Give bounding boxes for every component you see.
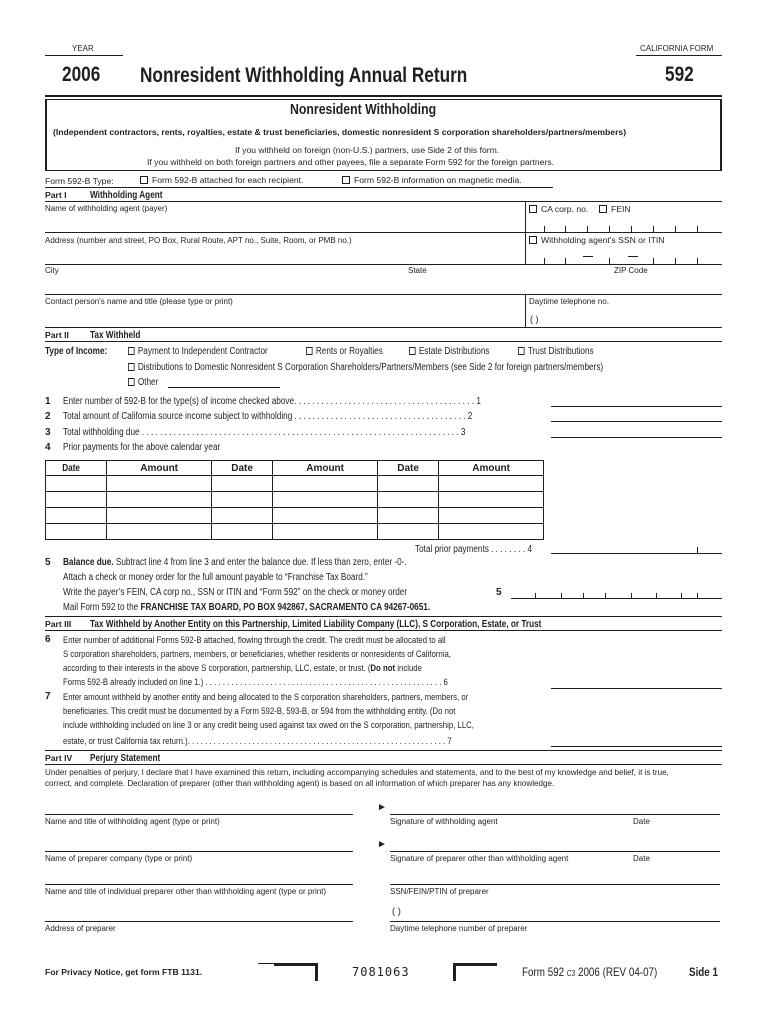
line-number-4: 4: [45, 442, 51, 453]
checkbox-icon[interactable]: [599, 205, 607, 213]
checkbox-icon[interactable]: [342, 176, 350, 184]
line-6-input[interactable]: [551, 688, 722, 689]
agent-name-signature-line[interactable]: [45, 814, 353, 815]
table-row: [46, 508, 544, 524]
footer-form-info: [522, 965, 657, 979]
checkbox-icon[interactable]: [306, 347, 313, 355]
option-label: Other: [137, 377, 159, 388]
form-592b-magnetic-option[interactable]: [342, 175, 522, 185]
checkbox-icon[interactable]: [128, 347, 135, 355]
part-3-title: Tax Withheld by Another Entity on this Partnership, Limited Liability Company (LLC), S Corporation, Estate, or Trust: [90, 619, 542, 630]
part-4-tag: Part IV: [45, 753, 73, 763]
option-label: Distributions to Domestic Nonresident S Corporation Shareholders/Partners/Members (see Side 2 for foreign partners/members): [137, 362, 604, 373]
banner-title: Nonresident Withholding: [290, 101, 437, 118]
line-5-text-4: [63, 602, 430, 613]
amount-cell[interactable]: [273, 524, 378, 540]
checkbox-icon[interactable]: [409, 347, 416, 355]
balance-due-label: Balance due.: [63, 557, 114, 568]
part-3-tag: Part III: [45, 619, 72, 629]
checkbox-icon[interactable]: [529, 205, 537, 213]
line-3-input[interactable]: [551, 437, 722, 438]
form-year: 2006: [62, 63, 101, 86]
line-4-text: Prior payments for the above calendar year: [63, 442, 221, 453]
amount-cell[interactable]: [273, 508, 378, 524]
amount-cell[interactable]: [273, 476, 378, 492]
line-4-input[interactable]: [551, 553, 722, 554]
table-row: [46, 524, 544, 540]
banner-subtitle: (Independent contractors, rents, royalties, estate & trust beneficiaries, domestic nonresident S corporation shareholders/partners/members): [53, 127, 627, 137]
line-7-text-3: include withholding included on line 3 or any credit being used against tax owed on the S corporation, partnership, LLC,: [63, 720, 474, 731]
line-1-input[interactable]: [551, 406, 722, 407]
line-number-7: 7: [45, 691, 51, 702]
part-1-title: Withholding Agent: [90, 190, 163, 201]
agent-signature-label: Signature of withholding agent: [390, 817, 498, 826]
preparer-phone-field[interactable]: ( ): [392, 906, 401, 917]
corner-mark-left: [453, 963, 497, 981]
estate-distributions-option[interactable]: [409, 346, 489, 357]
total-prior-payments-label: Total prior payments . . . . . . . . 4: [415, 544, 533, 555]
column-header: Date: [211, 461, 272, 476]
line-6-text-2: S corporation shareholders, partners, members, or beneficiaries, whether residents or nonresidents of California,: [63, 649, 451, 660]
checkbox-icon[interactable]: [529, 236, 537, 244]
line-number-5: 5: [45, 557, 51, 568]
form-592b-type-label: Form 592-B Type:: [45, 176, 114, 186]
line-7-text-1: Enter amount withheld by another entity and being allocated to the S corporation shareholders, partners, members, or: [63, 692, 469, 703]
form-number: 592: [665, 63, 694, 86]
individual-preparer-line[interactable]: [45, 884, 353, 885]
date-cell[interactable]: [377, 492, 438, 508]
date-cell[interactable]: [46, 492, 107, 508]
state-label: State: [408, 266, 427, 275]
column-header: Amount: [107, 461, 212, 476]
year-label: YEAR: [72, 44, 94, 53]
amount-cell[interactable]: [439, 476, 544, 492]
form-592b-attached-option[interactable]: [140, 175, 303, 185]
trust-distributions-option[interactable]: [518, 346, 594, 357]
column-header: Amount: [439, 461, 544, 476]
line-7-input[interactable]: [551, 746, 722, 747]
perjury-text-2: correct, and complete. Declaration of preparer (other than withholding agent) is based on all information of which preparer has any knowledge.: [45, 779, 555, 788]
individual-preparer-label: Name and title of individual preparer other than withholding agent (type or print): [45, 887, 327, 896]
form-code: 7081063: [352, 965, 410, 979]
date-cell[interactable]: [211, 476, 272, 492]
line-7-text-4: estate, or trust California tax return.). . . . . . . . . . . . . . . . . . . . . . . . . . . . . . . . . . . . . . . . . . . . . . . . . . . . . . . . . . . . 7: [63, 736, 452, 747]
option-label: Payment to Independent Contractor: [137, 346, 268, 357]
privacy-notice: For Privacy Notice, get form FTB 1131.: [45, 967, 203, 977]
date-cell[interactable]: [377, 476, 438, 492]
ca-corp-option[interactable]: [529, 204, 588, 214]
preparer-signature-label: Signature of preparer other than withholding agent: [390, 854, 569, 863]
line-7-text-2: beneficiaries. This credit must be documented by a Form 592-B, 593-B, or 594 from the withholding entity. (Do not: [63, 706, 456, 717]
agent-name-title-label: Name and title of withholding agent (type or print): [45, 817, 220, 826]
line-number-3: 3: [45, 427, 51, 438]
footer-form-number: Form 592: [522, 965, 565, 979]
date-cell[interactable]: [377, 508, 438, 524]
date-cell[interactable]: [46, 476, 107, 492]
corner-mark-right: [274, 963, 318, 981]
balance-due-field[interactable]: [511, 590, 722, 600]
part-1-tag: Part I: [45, 190, 67, 200]
preparer-date-label: Date: [633, 854, 650, 863]
line-6-text-1: Enter number of additional Forms 592-B attached, flowing through the credit. The credit must be allocated to all: [63, 635, 446, 646]
line-6-text-3b: include: [395, 663, 422, 674]
option-label: FEIN: [611, 204, 631, 214]
option-label: Form 592-B information on magnetic media.: [354, 175, 522, 185]
other-option[interactable]: [128, 377, 158, 388]
table-header-row: [46, 461, 544, 476]
agent-name-label: Name of withholding agent (payer): [45, 204, 168, 213]
part-4-title: Perjury Statement: [90, 753, 161, 764]
line-1-text: Enter number of 592-B for the type(s) of income checked above. . . . . . . . . . . . . . . . . . . . . . . . . . . . . . . . . . . . . . . . 1: [63, 396, 481, 407]
preparer-phone-label: Daytime telephone number of preparer: [390, 924, 528, 933]
banner-note-1: If you withheld on foreign (non-U.S.) partners, use Side 2 of this form.: [235, 145, 500, 155]
fein-option[interactable]: [599, 204, 631, 214]
prior-payments-table: [45, 460, 544, 540]
california-form-label: CALIFORNIA FORM: [640, 44, 714, 53]
amount-cell[interactable]: [107, 508, 212, 524]
ssn-ptin-line[interactable]: [390, 884, 720, 885]
date-cell[interactable]: [211, 492, 272, 508]
date-cell[interactable]: [211, 524, 272, 540]
line-6-text-3: [63, 663, 422, 674]
city-label: City: [45, 266, 59, 275]
amount-cell[interactable]: [107, 524, 212, 540]
phone-field[interactable]: ( ): [530, 314, 539, 324]
amount-cell[interactable]: [439, 524, 544, 540]
preparer-company-line[interactable]: [45, 851, 353, 852]
line-5-text-1: [63, 557, 407, 568]
part-2-tag: Part II: [45, 330, 69, 340]
line-5-text-2: Attach a check or money order for the full amount payable to “Franchise Tax Board.”: [63, 572, 368, 583]
type-of-income-label: Type of Income:: [45, 346, 108, 357]
line-6-text-4: Forms 592-B already included on line 1.) . . . . . . . . . . . . . . . . . . . . . . . . . . . . . . . . . . . . . . . . . . . . . . . . . . . . . . . 6: [63, 677, 448, 688]
line-number-2: 2: [45, 411, 51, 422]
option-label: Trust Distributions: [527, 346, 594, 357]
rents-royalties-option[interactable]: [306, 346, 383, 357]
agent-date-label: Date: [633, 817, 650, 826]
zip-label: ZIP Code: [614, 266, 648, 275]
form-title: Nonresident Withholding Annual Return: [140, 64, 468, 87]
checkbox-icon[interactable]: [128, 363, 135, 371]
perjury-text-1: Under penalties of perjury, I declare that I have examined this return, including accompanying schedules and statements, and to the best of my knowledge and belief, it is true,: [45, 768, 669, 777]
checkbox-icon[interactable]: [518, 347, 525, 355]
preparer-address-line[interactable]: [45, 921, 353, 922]
amount-cell[interactable]: [107, 476, 212, 492]
ssn-itin-option[interactable]: [529, 235, 664, 245]
balance-due-text: Subtract line 4 from line 3 and enter the balance due. If less than zero, enter -0-.: [113, 557, 407, 568]
line-number-1: 1: [45, 396, 51, 407]
column-header: Date: [377, 461, 438, 476]
independent-contractor-option[interactable]: [128, 346, 268, 357]
other-input-line[interactable]: [168, 387, 280, 388]
date-cell[interactable]: [377, 524, 438, 540]
option-label: Withholding agent's SSN or ITIN: [541, 235, 665, 245]
arrow-right-icon: ►: [377, 802, 387, 813]
table-row: [46, 476, 544, 492]
amount-cell[interactable]: [439, 508, 544, 524]
amount-cell[interactable]: [439, 492, 544, 508]
address-label: Address (number and street, PO Box, Rural Route, APT no., Suite, Room, or PMB no.): [45, 236, 352, 245]
date-cell[interactable]: [211, 508, 272, 524]
do-not-label: Do not: [370, 663, 396, 674]
mail-address: FRANCHISE TAX BOARD, PO BOX 942867, SACRAMENTO CA 94267-0651.: [140, 602, 431, 613]
amount-cell[interactable]: [273, 492, 378, 508]
line-2-text: Total amount of California source income subject to withholding . . . . . . . . . . . . . . . . . . . . . . . . . . . . . . . . . . . . . . 2: [63, 411, 473, 422]
arrow-right-icon: ►: [377, 839, 387, 850]
agent-name-field[interactable]: [45, 215, 520, 232]
side-label: Side 1: [689, 965, 718, 979]
s-corp-distributions-option[interactable]: [128, 362, 603, 373]
column-header: Date: [46, 461, 96, 476]
line-5-box-number: 5: [496, 587, 502, 598]
ssn-ptin-label: SSN/FEIN/PTIN of preparer: [390, 887, 489, 896]
checkbox-icon[interactable]: [128, 378, 135, 386]
banner-note-2: If you withheld on both foreign partners and other payees, file a separate Form 592 for the foreign partners.: [147, 157, 555, 167]
column-header: Amount: [273, 461, 378, 476]
agent-signature-line[interactable]: [390, 814, 720, 815]
footer-revision: 2006 (REV 04-07): [577, 965, 658, 979]
preparer-company-label: Name of preparer company (type or print): [45, 854, 193, 863]
mail-text: Mail Form 592 to the: [63, 602, 141, 613]
line-6-text-3a: according to their interests in the above S corporation, partnership, LLC, estate, or trust. (: [63, 663, 371, 674]
option-label: Form 592-B attached for each recipient.: [152, 175, 304, 185]
line-2-input[interactable]: [551, 421, 722, 422]
footer-c3: C3: [566, 969, 576, 978]
option-label: Rents or Royalties: [315, 346, 383, 357]
preparer-address-label: Address of preparer: [45, 924, 116, 933]
line-number-6: 6: [45, 634, 51, 645]
date-cell[interactable]: [46, 524, 107, 540]
option-label: Estate Distributions: [418, 346, 490, 357]
line-5-text-3: Write the payer’s FEIN, CA corp no., SSN or ITIN and “Form 592” on the check or money order: [63, 587, 408, 598]
option-label: CA corp. no.: [541, 204, 589, 214]
contact-label: Contact person's name and title (please type or print): [45, 297, 233, 306]
preparer-signature-line[interactable]: [390, 851, 720, 852]
line-3-text: Total withholding due . . . . . . . . . . . . . . . . . . . . . . . . . . . . . . . . . . . . . . . . . . . . . . . . . . . . . . . . . . . . . . . . . . . . . . 3: [63, 427, 466, 438]
checkbox-icon[interactable]: [140, 176, 148, 184]
date-cell[interactable]: [46, 508, 107, 524]
part-2-title: Tax Withheld: [90, 330, 141, 341]
phone-label: Daytime telephone no.: [529, 297, 610, 306]
amount-cell[interactable]: [107, 492, 212, 508]
table-row: [46, 492, 544, 508]
